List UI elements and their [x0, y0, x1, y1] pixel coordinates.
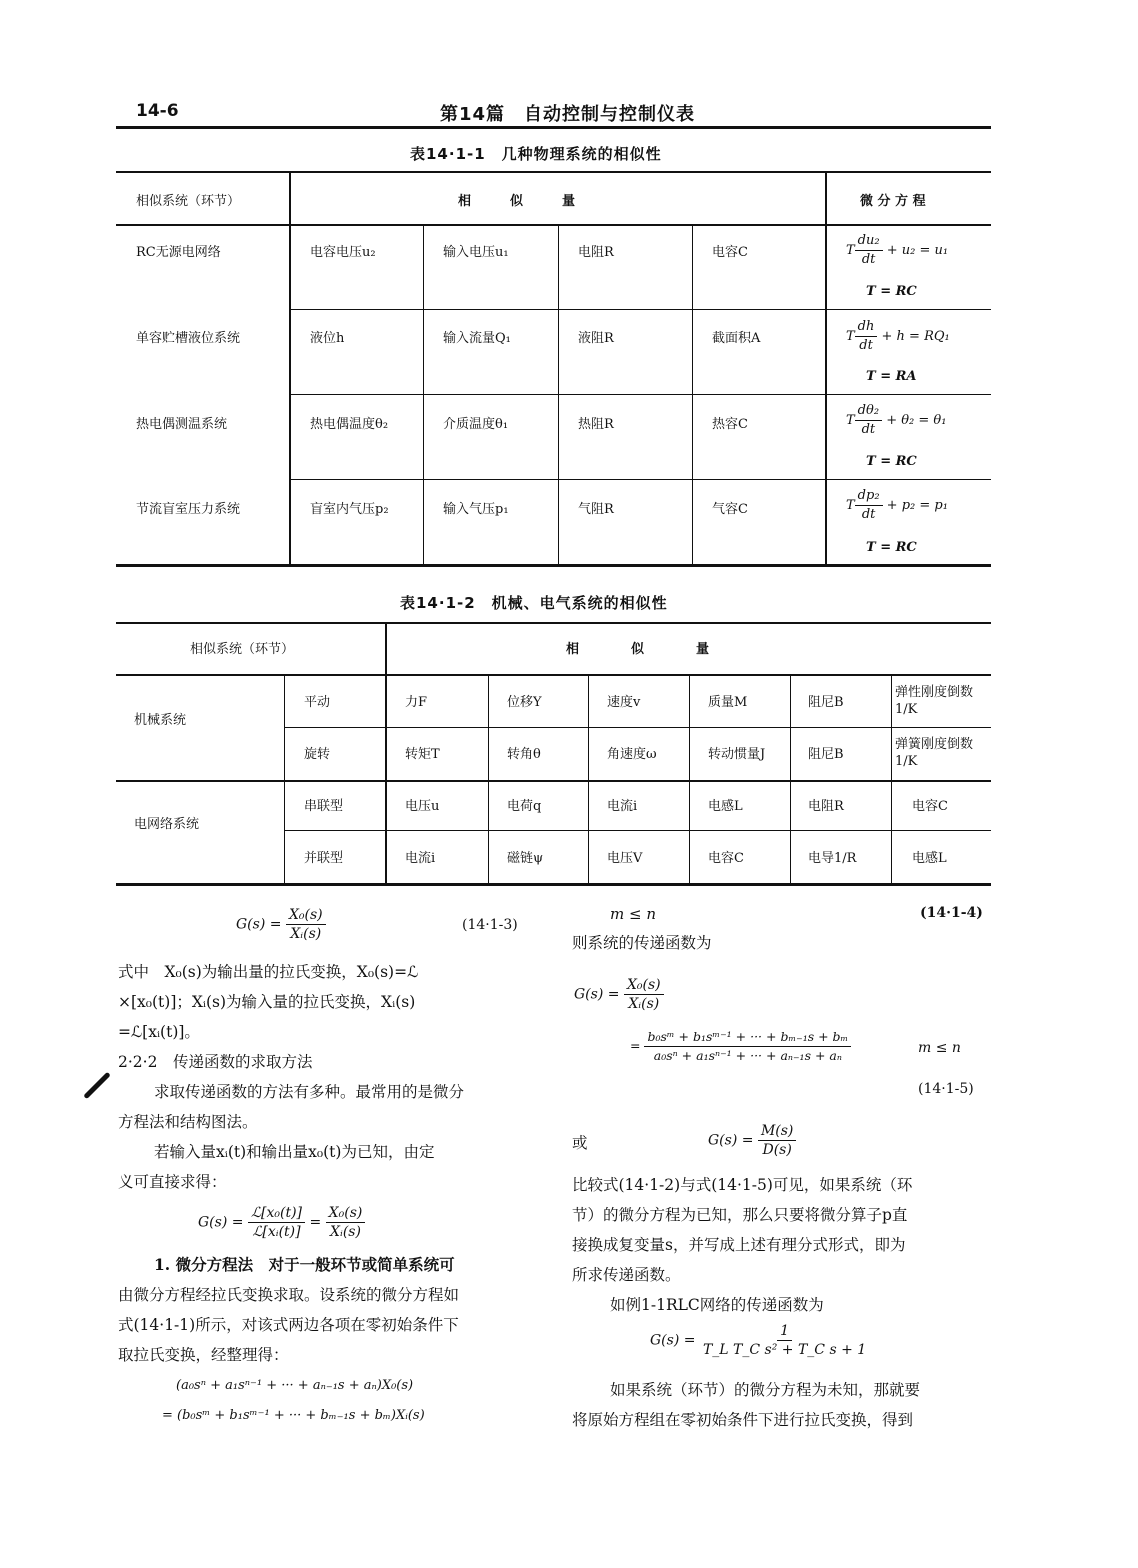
paragraph-line: 取拉氏变换，经整理得：	[118, 1346, 289, 1364]
table1-cell: 输入电压u₁	[443, 245, 509, 260]
equation-14-1-3: G(s) = $\frac{\text{X₀(s)}}{\text{Xᵢ(s)}}$	[236, 906, 326, 943]
equation-definition: G(s) = $\frac{\text{ℒ[x₀(t)]}}{\text{ℒ[xᵢ(t)]}}$ = $\frac{\text{X₀(s)}}{\text{Xᵢ(s)}}$	[198, 1204, 365, 1241]
table2-top-rule	[116, 622, 991, 624]
table2-row-type: 串联型	[304, 799, 344, 814]
table2-cell: 电阻R	[808, 799, 844, 814]
table1-time-constant: T = RC	[866, 454, 917, 469]
paragraph-line: 义可直接求得：	[118, 1173, 227, 1191]
table2-cell: 弹簧刚度倒数1/K	[895, 737, 974, 769]
equation-line: (a₀sⁿ + a₁sⁿ⁻¹ + ··· + aₙ₋₁s + aₙ)X₀(s)	[176, 1378, 414, 1393]
table2-col-rule	[790, 676, 791, 884]
table1-time-constant: T = RA	[866, 369, 917, 384]
equation-14-1-4: m ≤ n	[610, 905, 656, 923]
table1-system-name: RC无源电网络	[136, 245, 221, 260]
paragraph-line: 所求传递函数。	[572, 1266, 681, 1284]
table2-cell: 电容C	[912, 799, 948, 814]
paragraph-line: 求取传递函数的方法有多种。最常用的是微分	[154, 1083, 465, 1101]
table2-cell: 阻尼B	[808, 695, 844, 710]
table1-system-name: 单容贮槽液位系统	[136, 331, 241, 346]
table1-cell: 电容C	[712, 245, 748, 260]
table2-head-rule	[116, 674, 991, 676]
table2-header-system: 相似系统（环节）	[190, 642, 295, 657]
table1-time-constant: T = RC	[866, 540, 917, 555]
table2-cell: 电压V	[607, 851, 643, 866]
table1-cell: 热电偶温度θ₂	[310, 417, 389, 432]
table1-time-constant: T = RC	[866, 284, 917, 299]
paragraph-line: 比较式(14·1-2)与式(14·1-5)可见，如果系统（环	[572, 1176, 913, 1194]
equation-label: (14·1-5)	[918, 1081, 974, 1097]
equation-label: (14·1-4)	[920, 905, 983, 921]
table2-cell: 电荷q	[507, 799, 542, 814]
table1-header-similar: 相 似 量	[458, 194, 576, 209]
table2-cell: 角速度ω	[607, 747, 657, 762]
table2-row-rule	[285, 830, 991, 831]
equation-label: (14·1-3)	[462, 917, 518, 933]
table1-equation: T $\frac{dh}{dt}$ + h = RQ₁	[846, 319, 950, 353]
table2-cell: 弹性刚度倒数1/K	[895, 685, 974, 717]
table1-row-rule	[290, 394, 991, 395]
paragraph-line: ×[x₀(t)]；Xᵢ(s)为输入量的拉氏变换，Xᵢ(s)	[118, 993, 416, 1011]
table2-cell: 转矩T	[405, 747, 440, 762]
table1-col-rule	[825, 173, 827, 565]
table1-caption: 表14·1-1 几种物理系统的相似性	[410, 145, 662, 163]
table2-cell: 转角θ	[507, 747, 541, 762]
table2-col-rule	[284, 676, 285, 884]
table1-row-rule	[290, 479, 991, 480]
equation-rlc: G(s) = $\frac{1}{\text{T\_L T\_C s² + T\_C s + 1}}$	[650, 1323, 867, 1358]
table1-cell: 电阻R	[578, 245, 614, 260]
table1-head-rule	[116, 224, 991, 226]
table2-col-rule	[689, 676, 690, 884]
table2-group-name: 机械系统	[134, 713, 187, 728]
table2-cell: 电流i	[405, 851, 436, 866]
table1-top-rule	[116, 171, 991, 173]
table2-col-rule	[891, 676, 892, 884]
table1-cell: 电容电压u₂	[310, 245, 376, 260]
table2-cell: 电感L	[912, 851, 947, 866]
table2-col-rule	[588, 676, 589, 884]
table2-group-name: 电网络系统	[134, 817, 200, 832]
equation-condition: m ≤ n	[918, 1040, 961, 1056]
paragraph-line: =ℒ[xᵢ(t)]。	[118, 1023, 200, 1041]
table2-cell: 电导1/R	[808, 851, 857, 866]
table2-col-rule	[385, 624, 387, 884]
equation-line: = (b₀sᵐ + b₁sᵐ⁻¹ + ··· + bₘ₋₁s + bₘ)Xᵢ(s)	[162, 1408, 425, 1423]
chapter-title: 第14篇 自动控制与控制仪表	[440, 104, 696, 125]
paragraph-line: 节）的微分方程为已知，那么只要将微分算子p直	[572, 1206, 908, 1224]
section-heading: 2·2·2 传递函数的求取方法	[118, 1053, 313, 1071]
table1-cell: 热容C	[712, 417, 748, 432]
table2-caption: 表14·1-2 机械、电气系统的相似性	[400, 594, 668, 612]
equation-14-1-5: G(s) = $\frac{\text{X₀(s)}}{\text{Xᵢ(s)}}$	[574, 976, 664, 1013]
paragraph-line: 如果系统（环节）的微分方程为未知，那就要	[610, 1381, 921, 1399]
table1-cell: 气阻R	[578, 502, 614, 517]
table2-header-similar: 相 似 量	[566, 642, 710, 657]
table1-cell: 介质温度θ₁	[443, 417, 509, 432]
paragraph-line: 则系统的传递函数为	[572, 934, 712, 952]
paragraph-line: 式中 X₀(s)为输出量的拉氏变换，X₀(s)=ℒ	[118, 963, 419, 981]
table2-cell: 速度v	[607, 695, 641, 710]
table2-col-rule	[488, 676, 489, 884]
table1-cell: 气容C	[712, 502, 748, 517]
equation-md: G(s) = $\frac{M(s)}{D(s)}$	[708, 1122, 796, 1159]
paragraph-line: 将原始方程组在零初始条件下进行拉氏变换，得到	[572, 1411, 914, 1429]
table1-col-rule	[692, 226, 693, 565]
table1-cell: 输入流量Q₁	[443, 331, 511, 346]
table2-cell: 阻尼B	[808, 747, 844, 762]
table1-bottom-rule	[116, 564, 991, 567]
table1-row-rule	[290, 309, 991, 310]
table2-cell: 位移Y	[507, 695, 542, 710]
table2-cell: 电感L	[708, 799, 743, 814]
paragraph-line: 如例1-1RLC网络的传递函数为	[610, 1296, 824, 1314]
paragraph-line: 若输入量xᵢ(t)和输出量x₀(t)为已知，由定	[154, 1143, 435, 1161]
table1-system-name: 节流盲室压力系统	[136, 502, 241, 517]
table1-equation: T $\frac{\text{dθ₂}}{dt}$ + θ₂ = θ₁	[846, 403, 947, 437]
table1-cell: 热阻R	[578, 417, 614, 432]
table1-cell: 输入气压p₁	[443, 502, 509, 517]
equation-14-1-5-rational: = $\frac{\text{b₀sᵐ + b₁sᵐ⁻¹ + ··· + bₘ₋₁s + bₘ}}{\text{a₀sⁿ + a₁sⁿ⁻¹ + ··· + aₙ₋₁s + aₙ}}$	[630, 1028, 851, 1065]
table2-row-rule	[285, 727, 991, 728]
table2-group-rule	[116, 780, 991, 782]
paragraph-line: 式(14·1-1)所示，对该式两边各项在零初始条件下	[118, 1316, 459, 1334]
table1-equation: T $\frac{\text{du₂}}{dt}$ + u₂ = u₁	[846, 233, 949, 267]
table2-row-type: 旋转	[304, 747, 331, 762]
table2-row-type: 平动	[304, 695, 331, 710]
table2-cell: 转动惯量J	[708, 747, 766, 762]
paragraph-line: 1. 微分方程法 对于一般环节或简单系统可	[154, 1255, 455, 1274]
table2-cell: 电流i	[607, 799, 638, 814]
table1-equation: T $\frac{\text{dp₂}}{dt}$ + p₂ = p₁	[846, 488, 948, 522]
table2-cell: 质量M	[708, 695, 748, 710]
page-number: 14-6	[136, 101, 179, 121]
table2-cell: 电压u	[405, 799, 440, 814]
paragraph-line: 方程法和结构图法。	[118, 1113, 258, 1131]
table1-header-equation: 微 分 方 程	[860, 194, 926, 209]
table1-cell: 截面积A	[712, 331, 761, 346]
table1-header-system: 相似系统（环节）	[136, 194, 241, 209]
table2-cell: 力F	[405, 695, 428, 710]
table2-row-type: 并联型	[304, 851, 344, 866]
table1-col-rule	[289, 173, 291, 565]
table1-col-rule	[558, 226, 559, 565]
table1-col-rule	[423, 226, 424, 565]
table2-bottom-rule	[116, 883, 991, 886]
table2-cell: 磁链ψ	[507, 851, 544, 866]
header-rule	[116, 126, 991, 129]
table2-cell: 电容C	[708, 851, 744, 866]
pencil-mark	[83, 1072, 111, 1100]
paragraph-line: 由微分方程经拉氏变换求取。设系统的微分方程如	[118, 1286, 460, 1304]
table1-cell: 液位h	[310, 331, 345, 346]
table1-cell: 盲室内气压p₂	[310, 502, 389, 517]
paragraph-line: 或	[572, 1134, 588, 1152]
table1-cell: 液阻R	[578, 331, 614, 346]
table1-system-name: 热电偶测温系统	[136, 417, 228, 432]
paragraph-line: 接换成复变量s，并写成上述有理分式形式，即为	[572, 1236, 906, 1254]
